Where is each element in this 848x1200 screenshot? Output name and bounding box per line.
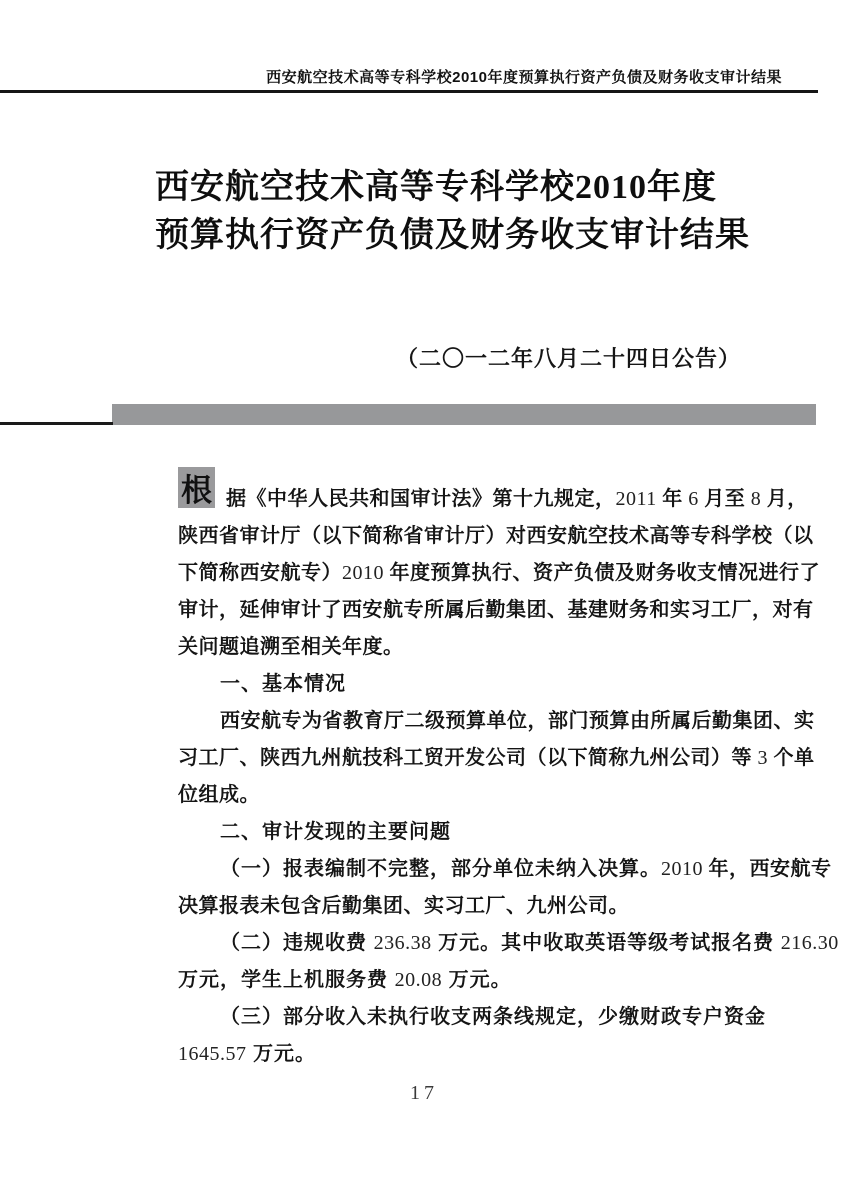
body-line	[178, 740, 818, 777]
body-line	[178, 666, 818, 703]
text-segment: 月，	[761, 488, 808, 510]
text-segment: 年度预算执行、资产负债及财务收支情况进行了	[384, 562, 820, 584]
text-segment: 西安航专为省教育厅二级预算单位，部门预算由所属后勤集团、实	[220, 710, 815, 732]
text-segment: 20.08	[394, 969, 443, 991]
text-segment: 万元，学生上机服务费	[178, 969, 395, 991]
document-title	[155, 164, 750, 260]
page-number: 17	[410, 1082, 438, 1104]
body-line	[178, 888, 818, 925]
drop-cap: 根	[178, 467, 215, 508]
text-segment: 年	[656, 488, 689, 510]
text-segment: 1645.57	[178, 1043, 247, 1065]
text-segment: （一）报表编制不完整，部分单位未纳入决算。	[220, 858, 661, 880]
gray-separator-bar	[112, 404, 816, 425]
text-segment: 216.30	[780, 932, 839, 954]
text-segment: 习工厂、陕西九州航技科工贸开发公司（以下简称九州公司）等	[178, 747, 758, 769]
text-segment: 位组成。	[178, 784, 260, 806]
body-line	[178, 925, 839, 962]
body-line	[178, 703, 818, 740]
text-segment: 8	[750, 488, 762, 510]
text-segment: 月至	[698, 488, 751, 510]
text-segment: 据《中华人民共和国审计法》第十九规定，	[226, 488, 616, 510]
body-line	[178, 962, 818, 999]
body-line	[178, 629, 818, 666]
text-segment: （三）部分收入未执行收支两条线规定，少缴财政专户资金	[220, 1006, 766, 1028]
body-line	[178, 814, 818, 851]
text-segment: 关问题追溯至相关年度。	[178, 636, 404, 658]
running-header: 西安航空技术高等专科学校2010年度预算执行资产负债及财务收支审计结果	[266, 69, 782, 86]
text-segment: 审计，延伸审计了西安航专所属后勤集团、基建财务和实习工厂，对有	[178, 599, 814, 621]
text-segment: 2010	[661, 858, 703, 880]
text-segment: 个单	[768, 747, 815, 769]
text-segment: 236.38	[373, 932, 432, 954]
text-segment: 下简称西安航专）	[178, 562, 342, 584]
body-line	[178, 518, 818, 555]
title-line-1: 西安航空技术高等专科学校2010年度	[155, 169, 717, 206]
text-segment: 万元。	[442, 969, 512, 991]
text-segment: 决算报表未包含后勤集团、实习工厂、九州公司。	[178, 895, 629, 917]
text-segment: 万元。	[246, 1043, 317, 1065]
body-line	[178, 481, 818, 518]
body-line	[178, 851, 832, 888]
body-line	[178, 777, 818, 814]
header-rule	[0, 90, 818, 93]
text-segment: 二、审计发现的主要问题	[220, 821, 451, 843]
text-segment: 6	[688, 488, 699, 510]
body-line	[178, 999, 818, 1036]
text-segment: 一、基本情况	[220, 673, 346, 695]
text-segment: 陕西省审计厅（以下简称省审计厅）对西安航空技术高等专科学校（以	[178, 525, 814, 547]
text-segment: 3	[757, 747, 768, 769]
publish-date: （二〇一二年八月二十四日公告）	[396, 346, 742, 371]
body-line	[178, 592, 818, 629]
text-segment: 2011	[615, 488, 657, 510]
text-segment: （二）违规收费	[220, 932, 374, 954]
left-rule	[0, 422, 113, 425]
text-segment: 2010	[342, 562, 384, 584]
text-segment: 万元。其中收取英语等级考试报名费	[431, 932, 781, 954]
body-line	[178, 1036, 818, 1073]
body-text	[178, 481, 839, 1073]
text-segment: 年，西安航专	[703, 858, 832, 880]
title-line-2: 预算执行资产负债及财务收支审计结果	[155, 217, 750, 254]
body-line	[178, 555, 818, 592]
